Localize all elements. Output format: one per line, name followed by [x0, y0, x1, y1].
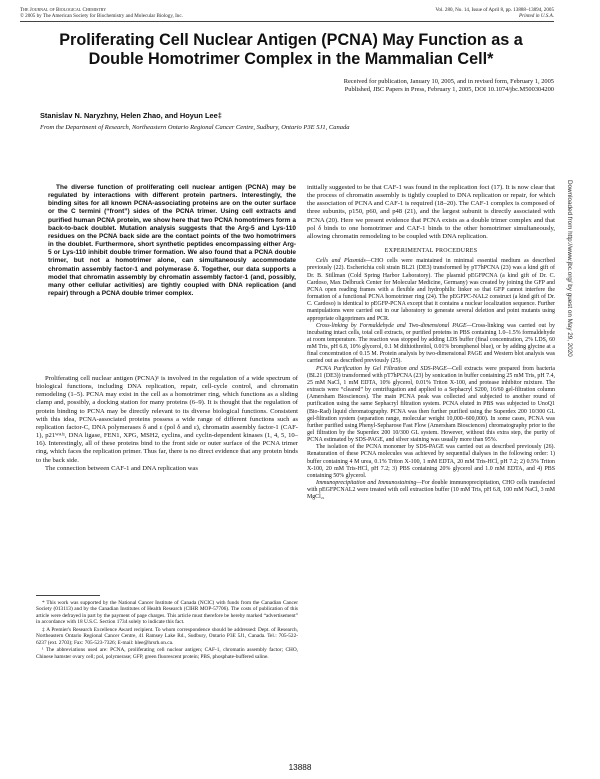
introduction	[36, 375, 298, 473]
methods-paragraph: The isolation of the PCNA monomer by SDS-PAGE was carried out as described previously (26). Renaturation of these PCNA molecules was achieved by sequential dialyses in the following order: 1) buffer containing 4 M urea, 0.1% Triton X-100, 1 mM EDTA, 20 mM Tris-HCl, pH 7.2; 2) 0.5% Triton X-100, 20 mM Tris-HCl, pH 7.2; 3) PBS containing 20% glycerol and 1.0 mM EDTA, and 4) PBS containing 50% glycerol.	[307, 444, 555, 479]
journal-header	[20, 7, 183, 20]
volume-line: Vol. 280, No. 14, Issue of April 8, pp. 13888–13894, 2005	[435, 7, 554, 13]
paper-title: Proliferating Cell Nuclear Antigen (PCNA) May Function as a Double Homotrimer Complex in the Mammalian Cell*	[59, 31, 523, 68]
methods-subheading: Cross-linking by Formaldehyde and Two-dimensional PAGE—	[316, 322, 472, 329]
intro-paragraph: The connection between CAF-1 and DNA replication was	[45, 464, 198, 472]
methods-paragraph	[307, 323, 555, 366]
affiliation: From the Department of Research, Northeastern Ontario Regional Cancer Centre, Sudbury, Ontario P3E 5J1, Canada	[40, 124, 350, 131]
methods-body: Cell extracts were prepared from bacteria (BL21 (DE3)) transformed with pT7hPCNA (23) by sonication in buffer containing 25 mM Tris, pH 7.4, 25 mM NaCl, 1 mM EDTA, 10% glycerol, 0.01% Triton X-100, and protease inhibitor mixture. The extracts were “cleared” by centrifugation and applied to a Sephacryl S200, 16/60 gel-filtration column (Amersham Biosciences). The main PCNA peak was collected and subjected to another round of purification using the same Sephacryl filtration system. PCNA eluted in PBS was subjected to UnoQ1 (Bio-Rad) liquid chromatography. PCNA was then further purified using the Superdex 200 10/300 GL gel-filtration system (separation range, molecular weight 10,000–600,000). In some cases, PCNA was further purified using Phenyl-Sepharose Fast Flow (Amersham Biosciences) chromatography prior to the gel filtration by the Superdex 200 10/300 GL system. However, without this extra step, the purity of PCNA estimated by SDS-PAGE, and silver staining was usually more than 95%.	[307, 365, 555, 444]
publication-dates	[240, 78, 554, 94]
funding-footnote: * This work was supported by the National Cancer Institute of Canada (NCIC) with funds from the Canadian Cancer Society (013113) and by the Canadian Institutes of Health Research (CIHR MOP-57706). The costs of publication of this article were defrayed in part by the payment of page charges. This article must therefore be hereby marked “advertisement” in accordance with 18 U.S.C. Section 1734 solely to indicate this fact.	[36, 600, 298, 626]
journal-name: The Journal of Biological Chemistry	[20, 7, 107, 13]
methods-subheading: PCNA Purification by Gel Filtration and SDS-PAGE—	[316, 365, 453, 372]
author-list: Stanislav N. Naryzhny, Helen Zhao, and Hoyun Lee‡	[40, 111, 222, 120]
footnote-divider	[36, 595, 100, 596]
page-number: 13888	[288, 763, 312, 772]
methods-body: For double immunoprecipitation, CHO cells transfected with pEGFPCNAL2 were treated with cell extraction buffer (10 mM Tris, pH 6.8, 100 mM NaCl, 3 mM MgCl₂,	[307, 480, 556, 501]
copyright-line: © 2005 by The American Society for Biochemistry and Molecular Biology, Inc.	[20, 13, 183, 20]
download-watermark[interactable]: Downloaded from http://www.jbc.org/ by guest on May 29, 2020	[566, 180, 573, 357]
intro-paragraph: Proliferating cell nuclear antigen (PCNA)¹ is involved in the regulation of a wide spectrum of biological functions, including DNA replication, repair, cell-cycle control, and chromatin remodeling (1–5). PCNA may exist in the cell as a homotrimer ring, which functions as a sliding clamp and, possibly, a docking station for many proteins (6–9). It is thought that the regulation of protein binding to PCNA may be directly relevant to its diverse biological functions. Consistent with this idea, PCNA-associated proteins possess a wide range of different functions such as replication factor-C, DNA polymerases δ and ε (pol δ and ε), chromatin assembly factor-1 (CAF-1), p21ᵂᴬᶠ¹, DNA ligase, FEN1, XPG, MSH2, cyclins, and cyclin-dependent kinases (1, 4, 5, 10–16). Interestingly, all of these proteins bind to the front side or outer surface of the PCNA trimer ring, which faces the replication primer. Thus far, there is no direct evidence that any protein binds to the back side.	[36, 375, 298, 464]
received-line: Received for publication, January 10, 2005, and in revised form, February 1, 2005	[343, 78, 554, 85]
abbreviations-footnote: ¹ The abbreviations used are: PCNA, proliferating cell nuclear antigen; CAF-1, chromatin assembly factor; CHO, Chinese hamster ovary cell; pol, polymerase; GFP, green fluorescent protein; PBS, phosphate-buffered saline.	[36, 647, 298, 660]
header-divider	[20, 21, 554, 22]
methods-text	[307, 258, 555, 501]
footnotes	[36, 600, 298, 661]
methods-paragraph	[307, 480, 555, 501]
correspondence-footnote: ‡ A Premier's Research Excellence Award recipient. To whom correspondence should be addressed: Dept. of Research, Northeastern Ontario Regional Cancer Centre, 41 Ramsey Lake Rd., Sudbury, Ontario P3E 5J1, Canada. Tel.: 705-522-6237 (ext. 2703); Fax: 705-523-7326; E-mail: hlee@hrsrh.on.ca.	[36, 626, 298, 646]
methods-body: Cross-linking was carried out by incubating intact cells, total cell extracts, or purified proteins in PBS containing 1.0–1.5% formaldehyde at room temperature. The reaction was stopped by adding LDS buffer (final concentration, 2% LDS, 60 mM Tris, pH 6.8, 10% glycerol, 0.1 M dithiothreitol, 0.01% bromphenol blue), or by adding glycine at a final concentration of 0.15 M. Protein analysis by two-dimensional PAGE and Western blot analysis was carried out as described previously (25).	[307, 322, 555, 365]
intro-continued: initially suggested to be that CAF-1 was found in the replication foci (17). It is now clear that the process of chromatin assembly is tightly coupled to DNA replication or repair, for which the association of PCNA and CAF-1 is required (18–20). The CAF-1 complex is composed of three subunits, p150, p60, and p48 (21), and the largest subunit is directly associated with PCNA (20). Here we present evidence that PCNA exists as a double trimer complex and that pol δ binds to one homotrimer and CAF-1 binds to the other homotrimer simultaneously, allowing chromatin remodeling to be coupled with DNA replication.	[307, 184, 555, 240]
methods-subheading: Cells and Plasmids—	[316, 258, 371, 265]
methods-paragraph	[307, 366, 555, 445]
methods-subheading: Immunoprecipitation and Immunostaining—	[316, 480, 422, 487]
right-column	[307, 184, 555, 502]
printed-line: Printed in U.S.A.	[519, 13, 554, 20]
methods-body: CHO cells were maintained in minimal essential medium as described previously (22). Escherichia coli strain BL21 (DE3) transformed by pT7hPCNA (23) was a kind gift of Dr. B. Stillman (Cold Spring Harbor Laboratory). The plasmid pEGFPCNA (a kind gift of Dr. C. Cardoso, Max Delbruck Center for Molecular Medicine, Germany) was created by joining the GFP and PCNA open reading frames with a flexible and hydrophilic linker so that GFP cannot interfere the formation of a functional PCNA homotrimer ring (24). The pEGFPC-NAL2 construct (a kind gift of Dr. C. Cardoso) is identical to pEGFP-PCNA except that it contains a nuclear localization sequence. Further manipulations were carried out in our laboratory to generate several deletion and point mutants using appropriate oligoprimers and PCR.	[307, 258, 555, 322]
issue-header	[435, 7, 554, 20]
section-heading: EXPERIMENTAL PROCEDURES	[384, 248, 478, 255]
published-line: Published, JBC Papers in Press, February 1, 2005, DOI 10.1074/jbc.M500304200	[344, 86, 554, 93]
methods-paragraph	[307, 258, 555, 322]
abstract: The diverse function of proliferating cell nuclear antigen (PCNA) may be regulated by interactions with different protein partners. Interestingly, the binding sites for all known PCNA-associating proteins are on the outer surface or the C termini (“front”) sides of the PCNA trimer. Using cell extracts and purified human PCNA protein, we show here that two PCNA homotrimers form a back-to-back doublet. Mutation analysis suggests that the Arg-5 and Lys-110 residues on the PCNA back side are the contact points of the two homotrimers in the doublet. Furthermore, short synthetic peptides encompassing either Arg-5 or Lys-110 inhibit double trimer formation. We also found that a PCNA double trimer, but not a homotrimer alone, can simultaneously accommodate chromatin assembly factor-1 and polymerase δ. Together, our data supports a model that chromatin assembly by chromatin assembly factor-1 (and, possibly, many other cellular activities) are tightly coupled with DNA replication (and repair) through a PCNA double trimer complex.	[48, 184, 296, 298]
